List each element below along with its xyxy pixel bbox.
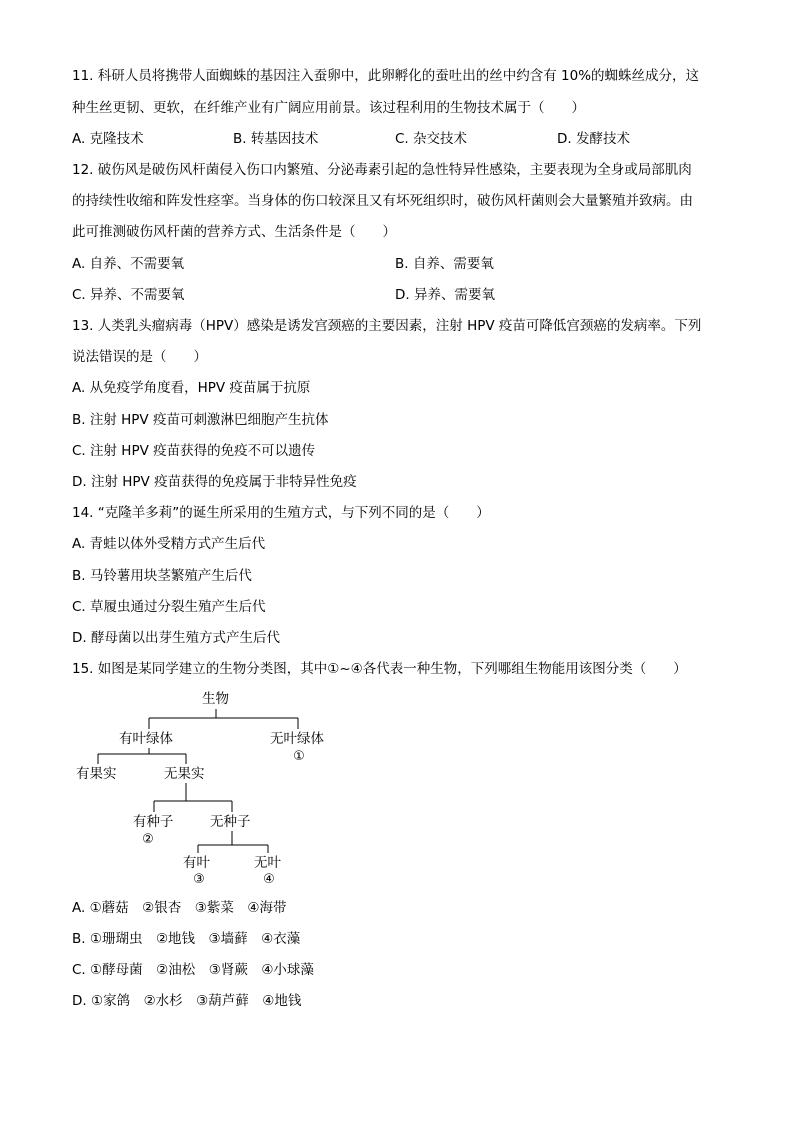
q13-stem-line2: 说法错误的是（ ） (72, 349, 207, 365)
tree-node-no-leaf: 无叶 (254, 855, 281, 871)
q12-option-b[interactable]: B. 自养、需要氧 (395, 256, 494, 272)
q13-stem-line1: 13. 人类乳头瘤病毒（HPV）感染是诱发宫颈癌的主要因素，注射 HPV 疫苗可降低宫颈癌的发病率。下列 (72, 318, 702, 334)
q13-option-b[interactable]: B. 注射 HPV 疫苗可刺激淋巴细胞产生抗体 (72, 412, 329, 428)
tree-node-no-seed: 无种子 (210, 814, 251, 830)
tree-node-leaf: 有叶 (183, 855, 210, 871)
q11-stem-line1: 11. 科研人员将携带人面蜘蛛的基因注入蚕卵中，此卵孵化的蚕吐出的丝中约含有 10%的蜘蛛丝成分，这 (72, 68, 700, 84)
q14-stem-line1: 14. “克隆羊多莉”的诞生所采用的生殖方式，与下列不同的是（ ） (72, 505, 490, 521)
q14-option-d[interactable]: D. 酵母菌以出芽生殖方式产生后代 (72, 630, 280, 646)
q15-option-d[interactable]: D. ①家鸽 ②水杉 ③葫芦藓 ④地钱 (72, 993, 302, 1009)
q11-option-a[interactable]: A. 克隆技术 (72, 131, 144, 147)
q11-stem-line2: 种生丝更韧、更软，在纤维产业有广阔应用前景。该过程利用的生物技术属于（ ） (72, 100, 585, 116)
q15-option-c[interactable]: C. ①酵母菌 ②油松 ③肾蕨 ④小球藻 (72, 962, 314, 978)
q14-option-a[interactable]: A. 青蛙以体外受精方式产生后代 (72, 536, 266, 552)
tree-marker-2: ② (142, 832, 154, 847)
tree-node-root: 生物 (202, 691, 229, 707)
q15-option-a[interactable]: A. ①蘑菇 ②银杏 ③紫菜 ④海带 (72, 900, 287, 916)
tree-node-fruit: 有果实 (76, 766, 117, 782)
q13-option-a[interactable]: A. 从免疫学角度看，HPV 疫苗属于抗原 (72, 380, 311, 396)
q11-option-d[interactable]: D. 发酵技术 (557, 131, 630, 147)
q12-option-a[interactable]: A. 自养、不需要氧 (72, 256, 185, 272)
q15-stem-line1: 15. 如图是某同学建立的生物分类图，其中①~④各代表一种生物，下列哪组生物能用该图分类（ ） (72, 661, 687, 677)
tree-marker-1: ① (293, 749, 305, 764)
q13-option-d[interactable]: D. 注射 HPV 疫苗获得的免疫属于非特异性免疫 (72, 474, 357, 490)
tree-node-no-chlorophyll: 无叶绿体 (270, 731, 324, 747)
q12-stem-line3: 此可推测破伤风杆菌的营养方式、生活条件是（ ） (72, 224, 396, 240)
q15-option-b[interactable]: B. ①珊瑚虫 ②地钱 ③墙藓 ④衣藻 (72, 931, 301, 947)
q12-stem-line1: 12. 破伤风是破伤风杆菌侵入伤口内繁殖、分泌毒素引起的急性特异性感染，主要表现为全身或局部肌肉 (72, 162, 692, 178)
q11-option-b[interactable]: B. 转基因技术 (233, 131, 319, 147)
q13-option-c[interactable]: C. 注射 HPV 疫苗获得的免疫不可以遗传 (72, 443, 316, 459)
tree-marker-4: ④ (263, 872, 275, 887)
q14-option-c[interactable]: C. 草履虫通过分裂生殖产生后代 (72, 599, 266, 615)
q11-option-c[interactable]: C. 杂交技术 (395, 131, 468, 147)
q12-stem-line2: 的持续性收缩和阵发性痉挛。当身体的伤口较深且又有坏死组织时，破伤风杆菌则会大量繁殖并致病。由 (72, 193, 693, 209)
tree-marker-3: ③ (193, 872, 205, 887)
q12-option-d[interactable]: D. 异养、需要氧 (395, 287, 495, 303)
tree-node-chlorophyll: 有叶绿体 (119, 731, 173, 747)
q12-option-c[interactable]: C. 异养、不需要氧 (72, 287, 185, 303)
q14-option-b[interactable]: B. 马铃薯用块茎繁殖产生后代 (72, 568, 252, 584)
tree-node-seed: 有种子 (133, 814, 174, 830)
tree-node-no-fruit: 无果实 (164, 766, 205, 782)
